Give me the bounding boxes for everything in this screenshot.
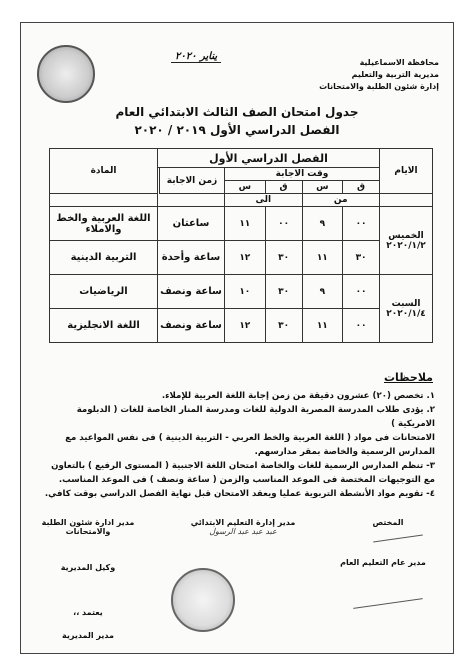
document-subtitle: الفصل الدراسي الأول ٢٠١٩ / ٢٠٢٠ (134, 123, 340, 137)
signature-students-affairs: مدير ادارة شئون الطلبة والامتحانات (41, 518, 135, 536)
signature-general-education: مدير عام التعليم العام (340, 558, 426, 567)
document-title: جدول امتحان الصف الثالث الابتدائي العام (115, 105, 359, 119)
header-to: الى (225, 194, 303, 207)
document-page (20, 22, 454, 654)
department-label: إدارة شئون الطلبة والامتحانات (319, 82, 439, 91)
signature-primary-education: مدير إدارة التعليم الابتدائي عبد عبد عبد الرسول (190, 518, 296, 536)
directorate-label: مديرية التربية والتعليم (351, 70, 439, 79)
header-duration: زمن الاجابة (160, 168, 225, 194)
official-seal (171, 568, 235, 632)
day-cell: السبت ٢٠٢٠/١/٤ (380, 275, 433, 343)
handwritten-signature (353, 598, 422, 609)
table-row: السبت ٢٠٢٠/١/٤ ٠٠ ٩ ٣٠ ١٠ ساعة ونصف الرياضيات (50, 275, 433, 309)
header-to-q: ق (265, 181, 302, 194)
table-row: الخميس ٢٠٢٠/١/٢ ٠٠ ٩ ٠٠ ١١ ساعتان اللغة العربية والخط والاملاء (50, 207, 433, 241)
table-row: ٣٠ ١١ ٣٠ ١٢ ساعة وأحدة التربية الدينية (50, 241, 433, 275)
notes-heading: ملاحظات (384, 371, 433, 384)
header-to-s: س (225, 181, 266, 194)
note-item: ٢. يؤدى طلاب المدرسة المصرية الدولية للغات ومدرسة المنار الخاصة للغات ( الدبلومة الامريكية ) (76, 405, 435, 429)
issuer-header (309, 57, 439, 93)
note-item: ١. تخصص (٢٠) عشرون دقيقة من زمن إجابة اللغة العربية للإملاء. (161, 391, 435, 401)
exam-schedule-table (49, 148, 433, 343)
handwritten-signature (373, 535, 423, 543)
governorate-label: محافظة الاسماعيلية (359, 58, 439, 67)
header-term: الفصل الدراسي الأول (158, 149, 380, 168)
issue-date: يناير ٢٠٢٠ (171, 51, 221, 63)
signature-specialist: المختص (372, 518, 404, 527)
note-item: ٣- تنظم المدارس الرسمية للغات والخاصة امتحان اللغة الاجنبية ( المستوى الرفيع ) بالتعاون مع التوجيهات المختصة فى الموعد المناسب والزمن ( ساعة ونصف ) فى الموعد المناسب. (51, 461, 435, 485)
header-days: الايام (380, 149, 433, 194)
header-from-q: ق (343, 181, 380, 194)
day-cell: الخميس ٢٠٢٠/١/٢ (380, 207, 433, 275)
header-answer-time: وقت الاجابة (225, 168, 380, 181)
signature-deputy: وكيل المديرية (60, 563, 116, 572)
ministry-logo (37, 45, 95, 103)
notes-list (37, 389, 435, 501)
table-row: ٠٠ ١١ ٣٠ ١٢ ساعة ونصف اللغة الانجليزية (50, 309, 433, 343)
note-item: الامتحانات فى مواد ( اللغة العربية والخط العربي - التربية الدينية ) فى نفس المواعيد مع المدارس الرسمية والخاصة بمقر مدارسهم. (65, 433, 435, 457)
header-from: من (302, 194, 379, 207)
header-from-s: س (302, 181, 343, 194)
header-subject: المادة (50, 149, 158, 194)
signature-director: يعتمد ،، مدير المديرية (62, 608, 114, 640)
note-item: ٤- تقويم مواد الأنشطة التربوية عمليا ويعقد الامتحان قبل نهاية الفصل الدراسي بوقت كافي. (44, 489, 435, 499)
